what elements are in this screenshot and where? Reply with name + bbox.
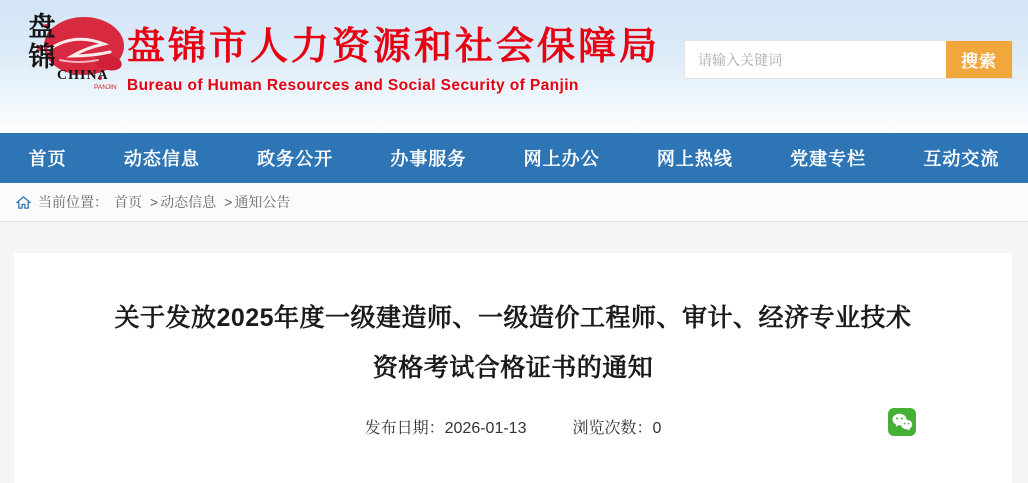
search-button[interactable]: 搜索 xyxy=(946,41,1012,78)
breadcrumb-item-news[interactable]: 动态信息 xyxy=(160,194,217,210)
publish-date-label: 发布日期： xyxy=(364,420,445,437)
nav-item-news[interactable]: 动态信息 xyxy=(123,149,200,169)
home-icon xyxy=(16,195,31,210)
main-nav xyxy=(0,133,1028,183)
svg-text:锦: 锦 xyxy=(28,42,56,73)
nav-item-services[interactable]: 办事服务 xyxy=(390,149,467,169)
publish-date xyxy=(365,415,527,438)
site-title: 盘锦市人力资源和社会保障局 xyxy=(127,26,661,68)
site-brand xyxy=(127,15,660,95)
site-header xyxy=(0,0,1028,133)
svg-text:PANJIN: PANJIN xyxy=(94,84,117,91)
article-title-line1: 关于发放2025年度一级建造师、一级造价工程师、审计、经济专业技术 xyxy=(114,304,912,332)
site-subtitle: Bureau of Human Resources and Social Security of Panjin xyxy=(127,77,579,94)
breadcrumb-item-notices[interactable]: 通知公告 xyxy=(234,194,291,210)
publish-date-value: 2026-01-13 xyxy=(444,420,527,437)
wechat-share-button[interactable] xyxy=(888,408,916,436)
breadcrumb-item-home[interactable]: 首页 xyxy=(114,194,142,210)
breadcrumb-separator: > xyxy=(150,194,159,210)
wechat-icon xyxy=(888,408,916,436)
nav-item-party[interactable]: 党建专栏 xyxy=(790,149,867,169)
view-count-label: 浏览次数： xyxy=(572,420,653,437)
nav-item-interact[interactable]: 互动交流 xyxy=(923,149,1000,169)
article-card xyxy=(14,253,1012,483)
nav-item-home[interactable]: 首页 xyxy=(28,149,67,169)
breadcrumb-separator: > xyxy=(224,194,233,210)
nav-item-online-work[interactable]: 网上办公 xyxy=(523,149,600,169)
breadcrumb xyxy=(0,183,1028,222)
nav-item-gov-info[interactable]: 政务公开 xyxy=(257,149,334,169)
svg-text:盘: 盘 xyxy=(28,12,56,43)
article-title-line2: 资格考试合格证书的通知 xyxy=(372,354,654,382)
search-box xyxy=(684,40,1013,79)
panjin-seal-logo xyxy=(12,4,128,104)
view-count-value: 0 xyxy=(652,420,662,437)
article-title xyxy=(14,293,1012,393)
nav-item-hotline[interactable]: 网上热线 xyxy=(656,149,733,169)
logo-graphic xyxy=(12,4,128,104)
article-meta xyxy=(14,415,1012,438)
svg-text:CHINA: CHINA xyxy=(57,68,109,83)
breadcrumb-location-label: 当前位置： xyxy=(38,194,108,210)
search-input[interactable] xyxy=(685,41,946,78)
view-count xyxy=(572,415,661,438)
